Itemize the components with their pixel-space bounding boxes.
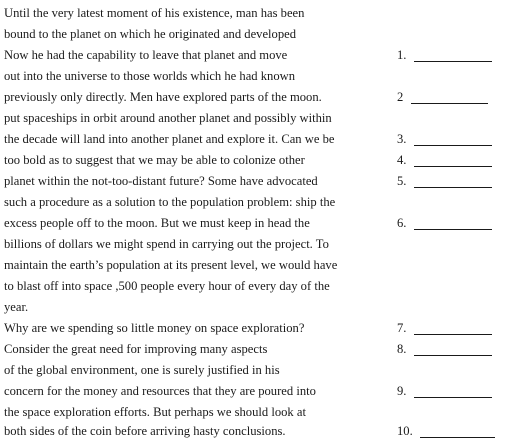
passage-line: bound to the planet on which he originated and developed: [4, 27, 297, 41]
blank-number: 9.: [397, 384, 407, 398]
passage-line: Until the very latest moment of his existence, man has been: [4, 6, 305, 20]
answer-line: [420, 437, 495, 438]
answer-blank[interactable]: [397, 150, 493, 171]
passage-line: to blast off into space ,500 people every hour of every day of the: [4, 279, 330, 293]
answer-blank[interactable]: [397, 171, 493, 192]
passage-line: put spaceships in orbit around another planet and possibly within: [4, 111, 332, 125]
passage-line: out into the universe to those worlds which he had known: [4, 69, 296, 83]
answer-blank[interactable]: [397, 45, 493, 66]
answer-line: [414, 145, 492, 146]
passage-line: previously only directly. Men have explored parts of the moon.: [4, 90, 322, 104]
blank-number: 10.: [397, 424, 413, 438]
passage-line: billions of dollars we might spend in carrying out the project. To: [4, 237, 329, 251]
blank-number: 4.: [397, 153, 407, 167]
passage-line: planet within the not-too-distant future? Some have advocated: [4, 174, 318, 188]
blank-number: 7.: [397, 321, 407, 335]
passage-line: Why are we spending so little money on space exploration?: [4, 321, 305, 335]
answer-line: [414, 229, 492, 230]
answer-line: [414, 355, 492, 356]
passage-line: both sides of the coin before arriving hasty conclusions.: [4, 424, 286, 438]
answer-blank[interactable]: [397, 381, 493, 402]
answer-blank[interactable]: [397, 318, 493, 339]
blank-number: 6.: [397, 216, 407, 230]
passage-line: Consider the great need for improving many aspects: [4, 342, 268, 356]
answer-line: [414, 334, 492, 335]
answer-blank[interactable]: [397, 421, 497, 442]
answer-blank[interactable]: [397, 129, 493, 150]
passage-line: concern for the money and resources that they are poured into: [4, 384, 316, 398]
blank-number: 5.: [397, 174, 407, 188]
passage-line: the decade will land into another planet and explore it. Can we be: [4, 132, 335, 146]
passage-line: too bold as to suggest that we may be able to colonize other: [4, 153, 305, 167]
answer-line: [411, 103, 488, 104]
passage-line: year.: [4, 300, 29, 314]
passage-line: of the global environment, one is surely justified in his: [4, 363, 280, 377]
answer-blank[interactable]: [397, 339, 493, 360]
blank-number: 2: [397, 90, 404, 104]
blank-number: 1.: [397, 48, 407, 62]
passage-line: maintain the earth’s population at its present level, we would have: [4, 258, 338, 272]
answer-line: [414, 187, 492, 188]
passage-line: Now he had the capability to leave that planet and move: [4, 48, 288, 62]
answer-blank[interactable]: [397, 213, 493, 234]
passage-line: the space exploration efforts. But perhaps we should look at: [4, 405, 306, 419]
passage-line: excess people off to the moon. But we must keep in head the: [4, 216, 310, 230]
blank-number: 8.: [397, 342, 407, 356]
blank-number: 3.: [397, 132, 407, 146]
answer-line: [414, 61, 492, 62]
answer-line: [414, 397, 492, 398]
answer-blank[interactable]: [397, 87, 493, 108]
answer-line: [414, 166, 492, 167]
passage-line: such a procedure as a solution to the population problem: ship the: [4, 195, 336, 209]
